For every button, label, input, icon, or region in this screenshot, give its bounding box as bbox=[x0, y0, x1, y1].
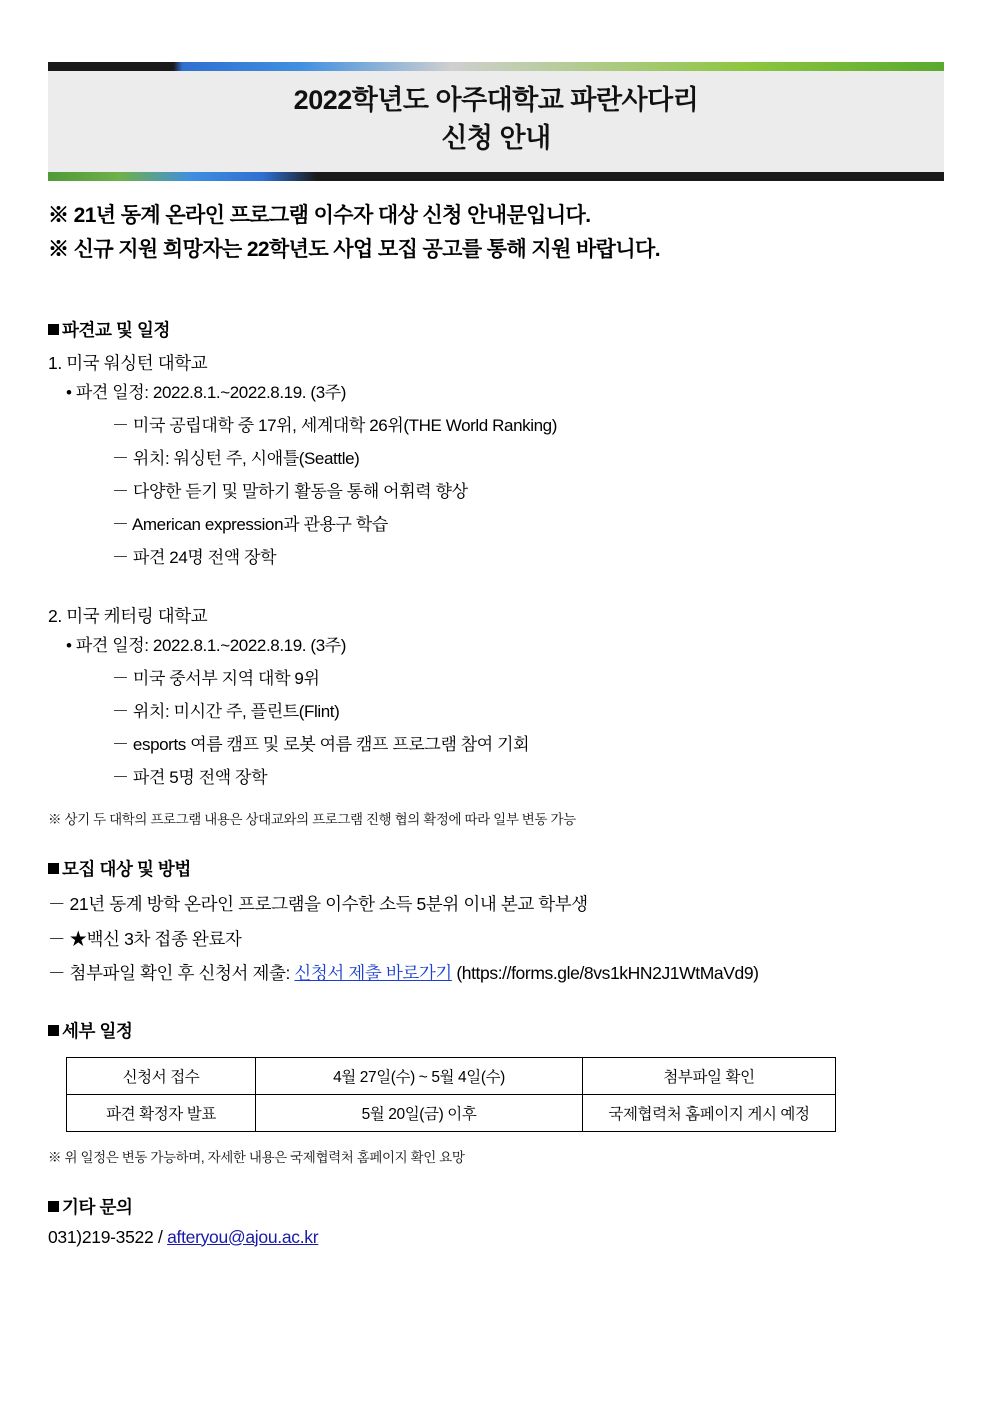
application-form-link[interactable]: 신청서 제출 바로가기 bbox=[294, 962, 452, 983]
university-detail: － 미국 중서부 지역 대학 9위 bbox=[112, 668, 320, 688]
section-heading-dispatch bbox=[48, 317, 944, 342]
dispatch-footnote: ※ 상기 두 대학의 프로그램 내용은 상대교와의 프로그램 진행 협의 확정에 따라 일부 변동 가능 bbox=[48, 812, 576, 828]
recruit-item: － 21년 동계 방학 온라인 프로그램을 이수한 소득 5분위 이내 본교 학부생 bbox=[48, 894, 588, 915]
table-cell: 4월 27일(수) ~ 5월 4일(수) bbox=[256, 1057, 583, 1094]
notice-block bbox=[48, 199, 944, 267]
table-cell: 5월 20일(금) 이후 bbox=[256, 1094, 583, 1131]
bullet-square-icon bbox=[48, 1025, 59, 1036]
section-heading-detail-schedule-label: 세부 일정 bbox=[62, 1020, 133, 1041]
contact-email-link[interactable]: afteryou@ajou.ac.kr bbox=[167, 1226, 319, 1247]
table-cell: 신청서 접수 bbox=[67, 1057, 256, 1094]
university-detail: － 위치: 미시간 주, 플린트(Flint) bbox=[112, 701, 340, 721]
university-schedule-2: • 파견 일정: 2022.8.1.~2022.8.19. (3주) bbox=[66, 636, 347, 656]
section-heading-recruit-label: 모집 대상 및 방법 bbox=[62, 859, 191, 880]
contact-phone: 031)219-3522 / bbox=[48, 1226, 168, 1247]
bullet-square-icon bbox=[48, 324, 59, 335]
university-schedule-1: • 파견 일정: 2022.8.1.~2022.8.19. (3주) bbox=[66, 383, 347, 403]
recruit-application-prefix: － 첨부파일 확인 후 신청서 제출: bbox=[48, 962, 295, 983]
recruit-item: － ★백신 3차 접종 완료자 bbox=[48, 928, 242, 949]
bullet-square-icon bbox=[48, 863, 59, 874]
section-heading-contact-label: 기타 문의 bbox=[62, 1196, 133, 1217]
university-detail: － 파견 5명 전액 장학 bbox=[112, 768, 268, 788]
banner-body bbox=[48, 71, 944, 172]
contact-row bbox=[48, 1227, 944, 1248]
section-heading-detail-schedule bbox=[48, 1018, 944, 1043]
recruit-application-row bbox=[48, 956, 944, 990]
notice-line-2: ※ 신규 지원 희망자는 22학년도 사업 모집 공고를 통해 지원 바랍니다. bbox=[48, 237, 660, 261]
page-title-line2: 신청 안내 bbox=[441, 123, 551, 154]
banner-bottom-rule bbox=[48, 172, 944, 181]
bullet-square-icon bbox=[48, 1201, 59, 1212]
banner-top-rule bbox=[48, 62, 944, 71]
university-detail: － 위치: 워싱턴 주, 시애틀(Seattle) bbox=[112, 449, 360, 469]
university-detail: － esports 여름 캠프 및 로봇 여름 캠프 프로그램 참여 기회 bbox=[112, 735, 530, 755]
university-detail: － 파견 24명 전액 장학 bbox=[112, 548, 277, 568]
table-cell: 파견 확정자 발표 bbox=[67, 1094, 256, 1131]
header-banner bbox=[48, 62, 944, 181]
schedule-footnote: ※ 위 일정은 변동 가능하며, 자세한 내용은 국제협력처 홈페이지 확인 요망 bbox=[48, 1149, 465, 1165]
university-name-2: 2. 미국 케터링 대학교 bbox=[48, 605, 208, 626]
application-form-url: (https://forms.gle/8vs1kHN2J1WtMaVd9) bbox=[451, 962, 759, 983]
table-row bbox=[67, 1094, 836, 1131]
university-detail: － American expression과 관용구 학습 bbox=[112, 515, 388, 535]
schedule-table-wrapper bbox=[66, 1057, 944, 1132]
notice-line-1: ※ 21년 동계 온라인 프로그램 이수자 대상 신청 안내문입니다. bbox=[48, 203, 591, 227]
university-detail: － 다양한 듣기 및 말하기 활동을 통해 어휘력 향상 bbox=[112, 482, 468, 502]
table-cell: 첨부파일 확인 bbox=[583, 1057, 836, 1094]
university-detail: － 미국 공립대학 중 17위, 세계대학 26위(THE World Ranking) bbox=[112, 415, 557, 435]
page-title-line1: 2022학년도 아주대학교 파란사다리 bbox=[293, 85, 699, 115]
table-row bbox=[67, 1057, 836, 1094]
section-heading-contact bbox=[48, 1194, 944, 1219]
university-name-1: 1. 미국 워싱턴 대학교 bbox=[48, 352, 208, 373]
section-heading-recruit bbox=[48, 856, 944, 881]
section-heading-dispatch-label: 파견교 및 일정 bbox=[62, 319, 170, 340]
schedule-table bbox=[66, 1057, 836, 1132]
table-cell: 국제협력처 홈페이지 게시 예정 bbox=[583, 1094, 836, 1131]
